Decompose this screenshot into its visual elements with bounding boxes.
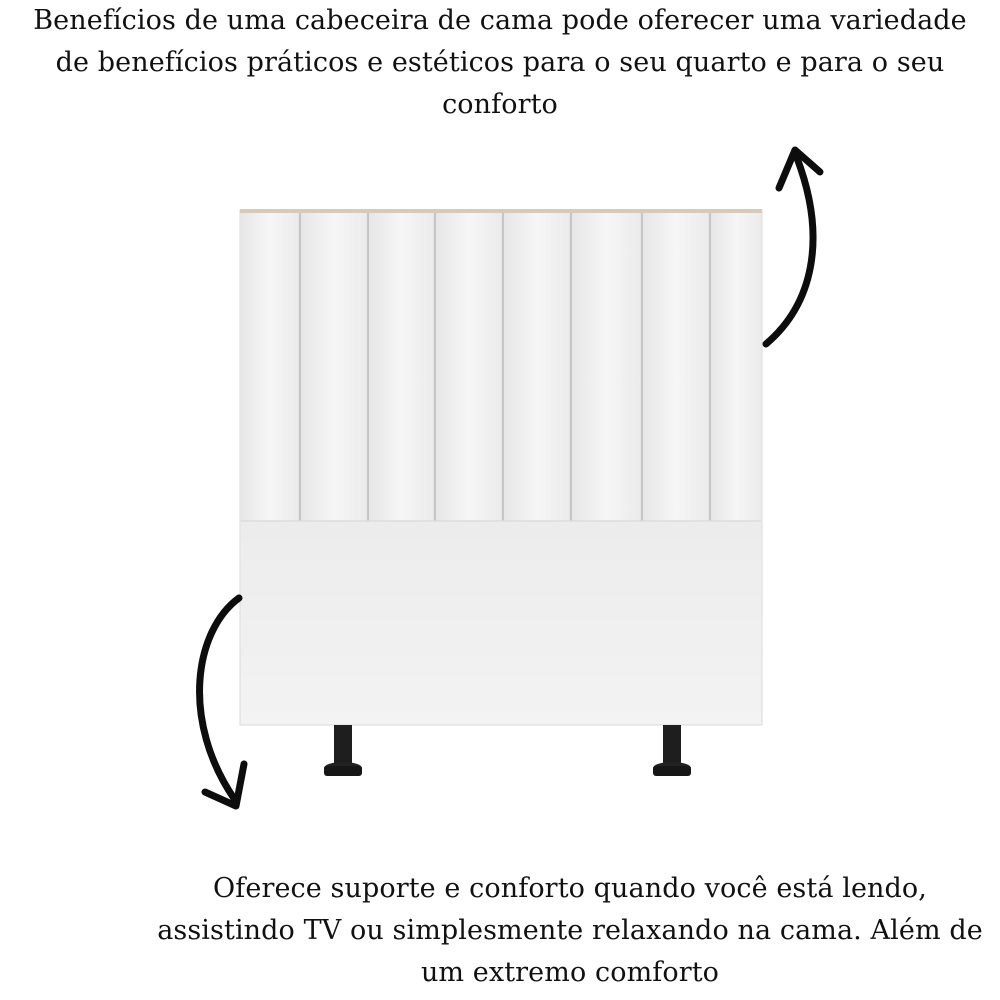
headboard-panel [370,213,433,521]
intro-line-1: Benefícios de uma cabeceira de cama pode oferecer uma variedade [33,5,967,36]
headboard-legs [324,725,691,776]
headboard-panel [712,213,761,521]
left-leg [324,725,362,776]
headboard [240,209,762,725]
headboard-base [241,522,761,724]
headboard-top-edge [240,209,762,213]
headboard-panel [505,213,569,521]
headboard-panel [241,213,298,521]
footer-line-2: assistindo TV ou simplesmente relaxando na cama. Além de [157,915,983,946]
footer-text [140,868,1000,994]
headboard-panel [644,213,708,521]
headboard-panels [241,213,761,521]
footer-line-3: um extremo comforto [420,957,720,988]
footer-line-1: Oferece suporte e conforto quando você está lendo, [213,873,927,904]
intro-line-2: de benefícios práticos e estéticos para o seu quarto e para o seu [55,47,945,78]
headboard-panel [437,213,501,521]
right-leg [653,725,691,776]
headboard-panel [302,213,366,521]
headboard-panel [573,213,640,521]
curved-arrow-down-icon [200,598,244,806]
curved-arrow-up-icon [766,150,820,344]
intro-line-3: conforto [442,89,558,120]
